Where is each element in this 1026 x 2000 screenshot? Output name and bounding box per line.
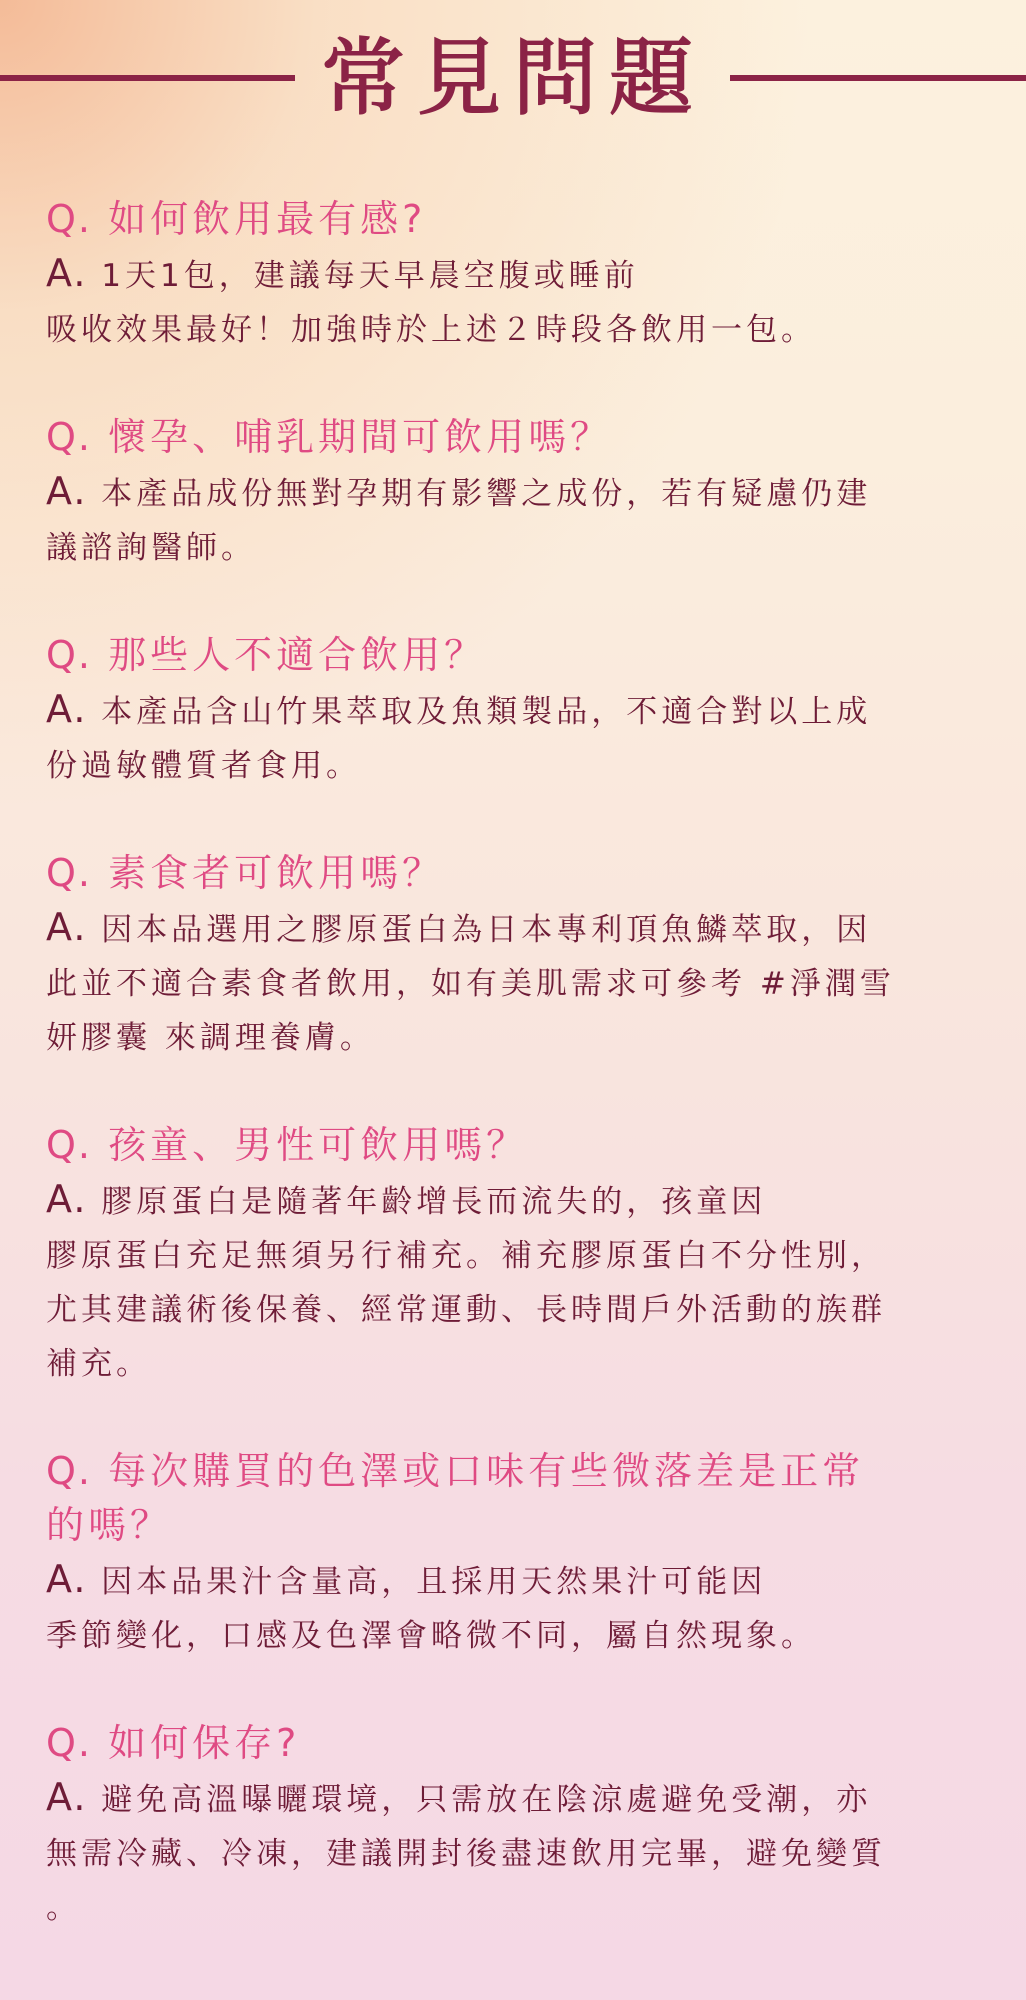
faq-answer-line xyxy=(46,1283,946,1337)
question-prefix: Q. xyxy=(46,633,92,677)
answer-text: 膠原蛋白充足無須另行補充。補充膠原蛋白不分性別， xyxy=(46,1238,886,1274)
faq-question-line xyxy=(46,628,946,682)
answer-text: 季節變化，口感及色澤會略微不同，屬自然現象。 xyxy=(46,1618,816,1654)
answer-text: 妍膠囊 來調理養膚。 xyxy=(46,1020,375,1056)
faq-answer-line xyxy=(46,900,946,957)
answer-prefix: A. xyxy=(46,1775,88,1819)
answer-text: 無需冷藏、冷凍，建議開封後盡速飲用完畢，避免變質 xyxy=(46,1836,886,1872)
faq-answer-line xyxy=(46,1552,946,1609)
question-text: 每次購買的色澤或口味有些微落差是正常 xyxy=(108,1449,865,1493)
question-prefix: Q. xyxy=(46,415,92,459)
answer-prefix: A. xyxy=(46,687,88,731)
faq-answer xyxy=(46,1770,946,1935)
faq-answer xyxy=(46,682,946,793)
question-text: 的嗎？ xyxy=(46,1503,173,1547)
faq-question xyxy=(46,628,946,682)
answer-text: 1天1包，建議每天早晨空腹或睡前 xyxy=(101,258,639,294)
faq-question xyxy=(46,192,946,246)
faq-question-line xyxy=(46,192,946,246)
faq-question-line xyxy=(46,1716,946,1770)
answer-text: 膠原蛋白是隨著年齡增長而流失的，孩童因 xyxy=(101,1184,767,1220)
faq-question xyxy=(46,1716,946,1770)
faq-answer-line xyxy=(46,1229,946,1283)
page-header xyxy=(0,26,1026,136)
faq-answer xyxy=(46,246,946,357)
question-text: 孩童、男性可飲用嗎？ xyxy=(108,1123,529,1167)
question-prefix: Q. xyxy=(46,1123,92,1167)
faq-question xyxy=(46,846,946,900)
header-rule-left xyxy=(0,75,295,81)
faq-question-line xyxy=(46,1444,946,1498)
answer-text: 避免高溫曝曬環境，只需放在陰涼處避免受潮，亦 xyxy=(101,1782,872,1818)
faq-answer xyxy=(46,464,946,575)
faq-question xyxy=(46,1118,946,1172)
faq-question-line xyxy=(46,1498,946,1552)
faq-item xyxy=(46,846,946,1065)
answer-text: 尤其建議術後保養、經常運動、長時間戶外活動的族群 xyxy=(46,1292,886,1328)
question-text: 如何保存? xyxy=(108,1721,301,1765)
answer-text: 吸收效果最好！加強時於上述２時段各飲用一包。 xyxy=(46,312,816,348)
answer-text: 此並不適合素食者飲用，如有美肌需求可參考 #淨潤雪 xyxy=(46,966,895,1002)
question-prefix: Q. xyxy=(46,1721,92,1765)
answer-prefix: A. xyxy=(46,469,88,513)
faq-answer xyxy=(46,900,946,1065)
answer-text: 。 xyxy=(46,1890,81,1926)
answer-text: 本產品含山竹果萃取及魚類製品，不適合對以上成 xyxy=(101,694,872,730)
question-text: 那些人不適合飲用？ xyxy=(108,633,487,677)
question-text: 素食者可飲用嗎？ xyxy=(108,851,445,895)
faq-list xyxy=(46,192,946,1935)
faq-answer-line xyxy=(46,682,946,739)
faq-item xyxy=(46,628,946,793)
faq-answer-line xyxy=(46,1881,946,1935)
faq-question-line xyxy=(46,1118,946,1172)
faq-answer-line xyxy=(46,1011,946,1065)
faq-item xyxy=(46,192,946,357)
answer-text: 份過敏體質者食用。 xyxy=(46,748,361,784)
faq-answer-line xyxy=(46,464,946,521)
faq-answer xyxy=(46,1552,946,1663)
page-title: 常見問題 xyxy=(320,29,705,127)
faq-answer-line xyxy=(46,521,946,575)
question-text: 懷孕、哺乳期間可飲用嗎？ xyxy=(108,415,613,459)
question-prefix: Q. xyxy=(46,1449,92,1493)
question-text: 如何飲用最有感? xyxy=(108,197,427,241)
faq-answer-line xyxy=(46,1827,946,1881)
faq-question-line xyxy=(46,410,946,464)
faq-question xyxy=(46,410,946,464)
faq-item xyxy=(46,1444,946,1663)
faq-answer-line xyxy=(46,957,946,1011)
question-prefix: Q. xyxy=(46,851,92,895)
answer-prefix: A. xyxy=(46,1177,88,1221)
faq-question-line xyxy=(46,846,946,900)
faq-answer xyxy=(46,1172,946,1391)
header-rule-right xyxy=(730,75,1026,81)
answer-text: 本產品成份無對孕期有影響之成份，若有疑慮仍建 xyxy=(101,476,872,512)
answer-text: 補充。 xyxy=(46,1346,151,1382)
answer-prefix: A. xyxy=(46,251,88,295)
faq-item xyxy=(46,1118,946,1391)
question-prefix: Q. xyxy=(46,197,92,241)
answer-prefix: A. xyxy=(46,1557,88,1601)
faq-answer-line xyxy=(46,1172,946,1229)
faq-answer-line xyxy=(46,1337,946,1391)
faq-item xyxy=(46,410,946,575)
answer-text: 議諮詢醫師。 xyxy=(46,530,256,566)
faq-question xyxy=(46,1444,946,1552)
answer-text: 因本品選用之膠原蛋白為日本專利頂魚鱗萃取，因 xyxy=(101,912,872,948)
faq-answer-line xyxy=(46,739,946,793)
faq-answer-line xyxy=(46,303,946,357)
answer-prefix: A. xyxy=(46,905,88,949)
faq-answer-line xyxy=(46,1609,946,1663)
faq-answer-line xyxy=(46,246,946,303)
faq-item xyxy=(46,1716,946,1935)
faq-answer-line xyxy=(46,1770,946,1827)
answer-text: 因本品果汁含量高，且採用天然果汁可能因 xyxy=(101,1564,767,1600)
